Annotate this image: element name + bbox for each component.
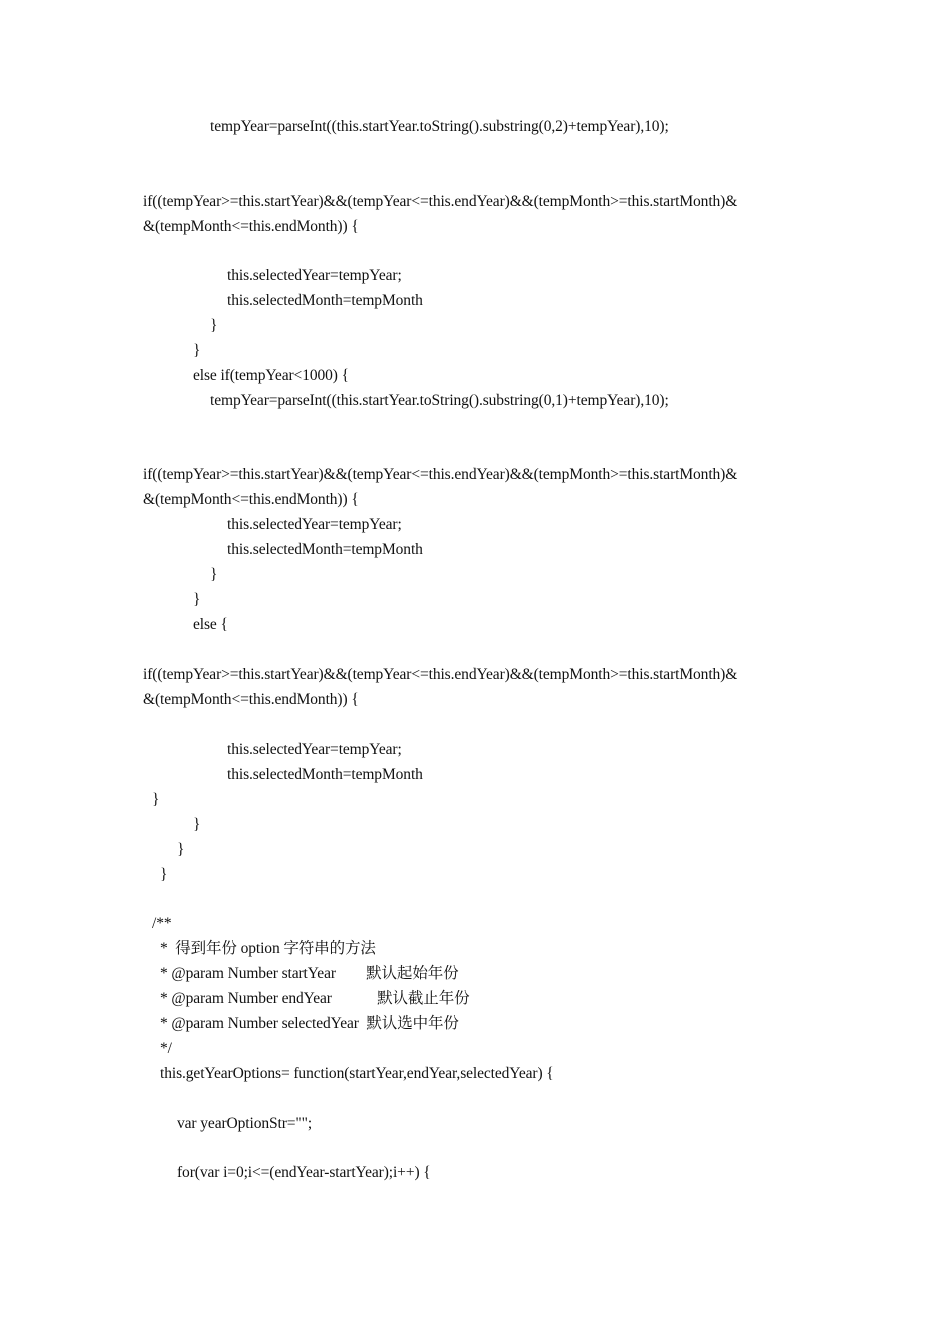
code-line: if((tempYear>=this.startYear)&&(tempYear<=this.endYear)&&(tempMonth>=this.startMonth)& xyxy=(143,193,738,210)
code-line: else { xyxy=(193,616,228,633)
code-line: &(tempMonth<=this.endMonth)) { xyxy=(143,491,359,508)
code-line: } xyxy=(193,342,201,359)
code-line: this.selectedMonth=tempMonth xyxy=(227,292,423,309)
code-line: if((tempYear>=this.startYear)&&(tempYear<=this.endYear)&&(tempMonth>=this.startMonth)& xyxy=(143,466,738,483)
code-line: } xyxy=(210,566,218,583)
code-line: this.selectedYear=tempYear; xyxy=(227,741,402,758)
code-line: for(var i=0;i<=(endYear-startYear);i++) { xyxy=(177,1164,431,1181)
code-line: this.getYearOptions= function(startYear,endYear,selectedYear) { xyxy=(160,1065,554,1082)
code-line: * 得到年份 option 字符串的方法 xyxy=(160,940,376,957)
code-line: else if(tempYear<1000) { xyxy=(193,367,349,384)
code-line: * @param Number selectedYear 默认选中年份 xyxy=(160,1015,459,1032)
code-line: this.selectedMonth=tempMonth xyxy=(227,541,423,558)
code-line: var yearOptionStr=""; xyxy=(177,1115,313,1132)
code-line: } xyxy=(193,816,201,833)
code-line: } xyxy=(193,591,201,608)
code-line: tempYear=parseInt((this.startYear.toString().substring(0,2)+tempYear),10); xyxy=(210,118,669,135)
code-line: } xyxy=(210,317,218,334)
code-line: if((tempYear>=this.startYear)&&(tempYear<=this.endYear)&&(tempMonth>=this.startMonth)& xyxy=(143,666,738,683)
code-line: * @param Number endYear 默认截止年份 xyxy=(160,990,470,1007)
code-line: &(tempMonth<=this.endMonth)) { xyxy=(143,691,359,708)
code-line: */ xyxy=(160,1040,172,1057)
code-line: this.selectedYear=tempYear; xyxy=(227,267,402,284)
code-line: &(tempMonth<=this.endMonth)) { xyxy=(143,218,359,235)
code-line: this.selectedMonth=tempMonth xyxy=(227,766,423,783)
code-line: * @param Number startYear 默认起始年份 xyxy=(160,965,459,982)
code-line: } xyxy=(160,866,168,883)
code-line: } xyxy=(152,791,160,808)
code-line: } xyxy=(177,841,185,858)
code-line: /** xyxy=(152,915,172,932)
code-line: this.selectedYear=tempYear; xyxy=(227,516,402,533)
code-line: tempYear=parseInt((this.startYear.toString().substring(0,1)+tempYear),10); xyxy=(210,392,669,409)
